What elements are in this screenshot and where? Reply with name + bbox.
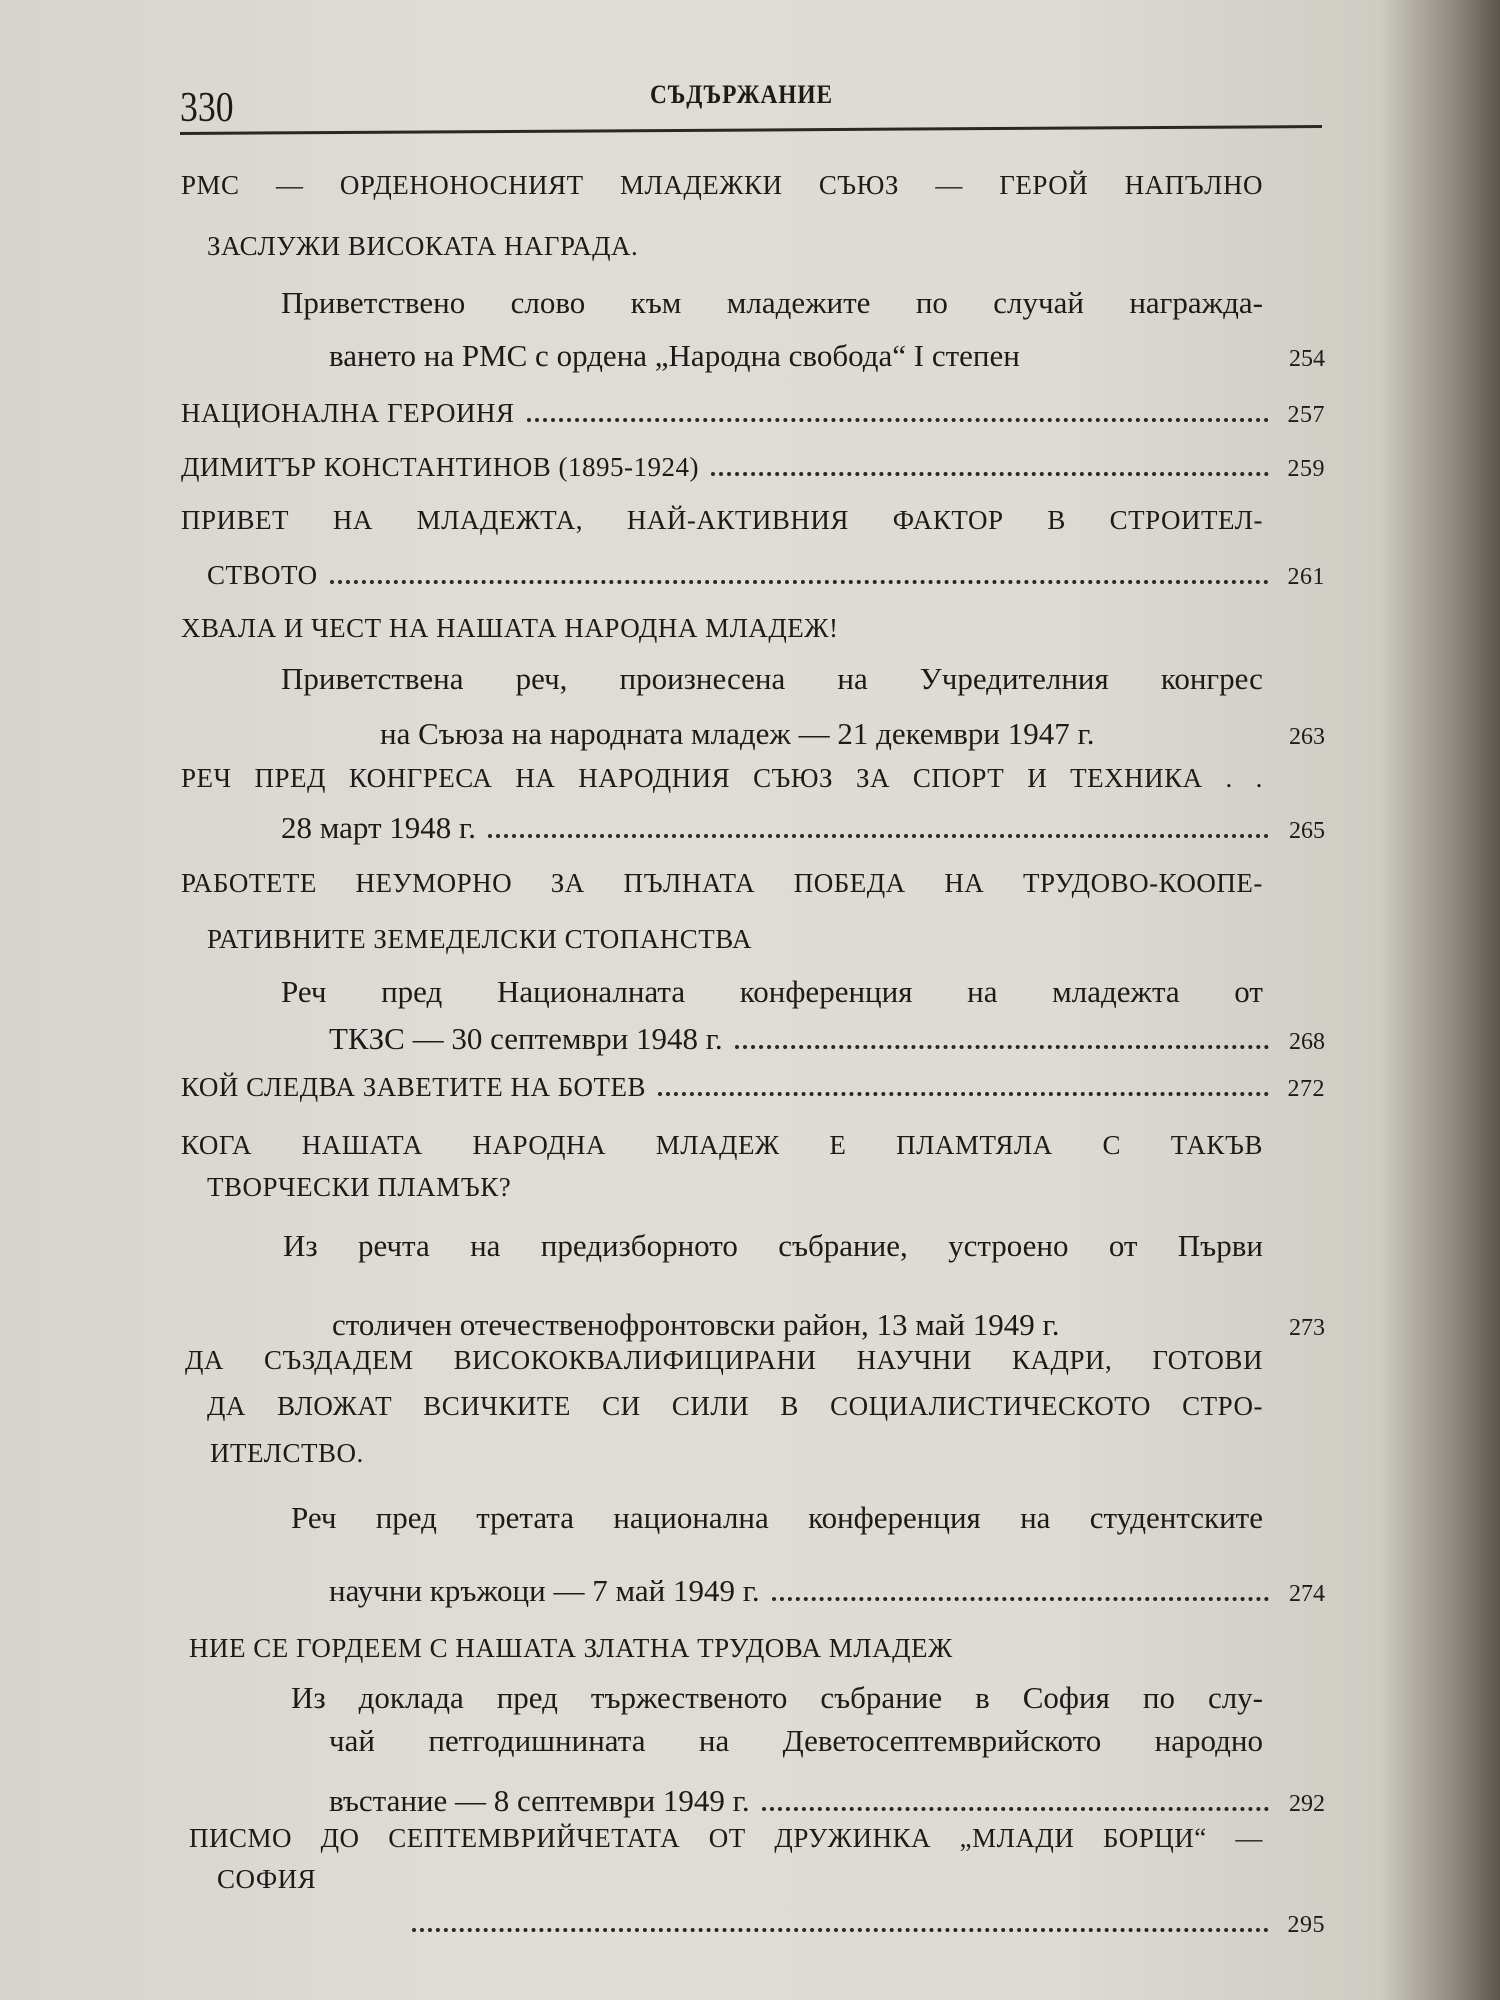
toc-text: РМС — ОРДЕНОНОСНИЯТ МЛАДЕЖКИ СЪЮЗ — ГЕРОЙ НАПЪЛНО — [181, 170, 1263, 200]
toc-entry — [281, 810, 1325, 846]
toc-line — [181, 170, 1263, 201]
page-number: 330 — [180, 85, 234, 131]
dot-leader — [527, 418, 1269, 422]
toc-text: Приветствена реч, произнесена на Учредителния конгрес — [281, 661, 1263, 696]
toc-entry — [332, 1307, 1325, 1343]
toc-entry — [400, 1912, 1325, 1939]
toc-line — [189, 1633, 1263, 1664]
toc-line — [207, 1391, 1263, 1422]
toc-line — [189, 1823, 1263, 1854]
toc-line — [283, 1228, 1263, 1264]
toc-entry — [329, 1021, 1325, 1057]
toc-text: СТВОТО — [207, 560, 318, 590]
toc-text: научни кръжоци — 7 май 1949 г. — [329, 1573, 760, 1608]
toc-text: чай петгодишнината на Деветосептемврийското народно — [329, 1723, 1263, 1758]
toc-text: ТКЗС — 30 септември 1948 г. — [329, 1021, 723, 1056]
toc-text: РАБОТЕТЕ НЕУМОРНО ЗА ПЪЛНАТА ПОБЕДА НА ТРУДОВО-КООПЕ- — [181, 868, 1263, 898]
dot-leader — [488, 834, 1269, 838]
page-ref: 268 — [1289, 1029, 1325, 1055]
toc-line — [207, 924, 1263, 955]
toc-entry — [329, 1783, 1325, 1819]
page-ref: 273 — [1289, 1315, 1325, 1341]
dot-leader — [772, 1597, 1269, 1601]
toc-line — [181, 763, 1263, 794]
page-ref: 272 — [1287, 1076, 1325, 1102]
page-ref: 259 — [1287, 456, 1325, 482]
toc-line — [210, 1438, 1263, 1469]
toc-entry — [329, 1573, 1325, 1609]
toc-line — [207, 231, 1263, 262]
toc-text: столичен отечественофронтовски район, 13 май 1949 г. — [332, 1307, 1060, 1342]
toc-line — [281, 974, 1263, 1010]
toc-text: ДИМИТЪР КОНСТАНТИНОВ (1895-1924) — [181, 452, 699, 482]
dot-leader — [762, 1807, 1269, 1811]
toc-text: ДА ВЛОЖАТ ВСИЧКИТЕ СИ СИЛИ В СОЦИАЛИСТИЧЕСКОТО СТРО- — [207, 1391, 1263, 1421]
toc-text: КОГА НАШАТА НАРОДНА МЛАДЕЖ Е ПЛАМТЯЛА С ТАКЪВ — [181, 1130, 1263, 1160]
toc-text: на Съюза на народната младеж — 21 декември 1947 г. — [380, 716, 1095, 751]
toc-text: НИЕ СЕ ГОРДЕЕМ С НАШАТА ЗЛАТНА ТРУДОВА МЛАДЕЖ — [189, 1633, 953, 1663]
page-ref: 257 — [1287, 402, 1325, 428]
toc-text: ДА СЪЗДАДЕМ ВИСОКОКВАЛИФИЦИРАНИ НАУЧНИ КАДРИ, ГОТОВИ — [185, 1345, 1263, 1375]
toc-line — [217, 1864, 1263, 1895]
toc-line — [207, 1172, 1263, 1203]
page-ref: 263 — [1289, 724, 1325, 750]
page-ref: 274 — [1289, 1581, 1325, 1607]
page-ref: 261 — [1287, 564, 1325, 590]
toc-entry — [329, 338, 1325, 374]
toc-line — [291, 1500, 1263, 1536]
toc-entry — [380, 716, 1325, 752]
running-title: СЪДЪРЖАНИЕ — [650, 80, 834, 109]
dot-leader — [711, 472, 1269, 476]
toc-text: СОФИЯ — [217, 1864, 317, 1894]
toc-text: ПРИВЕТ НА МЛАДЕЖТА, НАЙ-АКТИВНИЯ ФАКТОР В СТРОИТЕЛ- — [181, 505, 1263, 535]
toc-text: ТВОРЧЕСКИ ПЛАМЪК? — [207, 1172, 512, 1202]
toc-line — [181, 1130, 1263, 1161]
dot-leader — [658, 1092, 1269, 1096]
toc-text: Реч пред третата национална конференция на студентските — [291, 1500, 1263, 1535]
page-ref: 295 — [1287, 1912, 1325, 1938]
toc-text: ПИСМО ДО СЕПТЕМВРИЙЧЕТАТА ОТ ДРУЖИНКА „МЛАДИ БОРЦИ“ — — [189, 1823, 1263, 1853]
toc-text: ХВАЛА И ЧЕСТ НА НАШАТА НАРОДНА МЛАДЕЖ! — [181, 613, 839, 643]
toc-entry — [181, 398, 1325, 429]
toc-text: Реч пред Националната конференция на младежта от — [281, 974, 1263, 1009]
toc-text: КОЙ СЛЕДВА ЗАВЕТИТЕ НА БОТЕВ — [181, 1072, 647, 1102]
dot-leader — [412, 1928, 1269, 1932]
page-ref: 265 — [1289, 818, 1325, 844]
toc-line — [181, 505, 1263, 536]
toc-text: 28 март 1948 г. — [281, 810, 477, 845]
dot-leader — [735, 1045, 1269, 1049]
toc-text: ЗАСЛУЖИ ВИСОКАТА НАГРАДА. — [207, 231, 639, 261]
toc-line — [281, 285, 1263, 321]
toc-line — [291, 1680, 1263, 1716]
toc-entry — [181, 1072, 1325, 1103]
toc-line — [185, 1345, 1263, 1376]
toc-text: въстание — 8 септември 1949 г. — [329, 1783, 750, 1818]
toc-text: ИТЕЛСТВО. — [210, 1438, 364, 1468]
toc-text: Из речта на предизборното събрание, устроено от Първи — [283, 1228, 1263, 1263]
toc-entry — [207, 560, 1325, 591]
toc-entry — [181, 452, 1325, 483]
toc-line — [329, 1723, 1263, 1759]
toc-text: НАЦИОНАЛНА ГЕРОИНЯ — [181, 398, 515, 428]
dot-leader — [330, 580, 1269, 584]
toc-text: РАТИВНИТЕ ЗЕМЕДЕЛСКИ СТОПАНСТВА — [207, 924, 753, 954]
toc-line — [181, 613, 1263, 644]
toc-text: Из доклада пред тържественото събрание в София по слу- — [291, 1680, 1263, 1715]
toc-line — [281, 661, 1263, 697]
toc-text: ването на РМС с ордена „Народна свобода“ I степен — [329, 338, 1020, 373]
page-ref: 254 — [1289, 346, 1325, 372]
page-ref: 292 — [1289, 1791, 1325, 1817]
toc-line — [181, 868, 1263, 899]
toc-text: РЕЧ ПРЕД КОНГРЕСА НА НАРОДНИЯ СЪЮЗ ЗА СПОРТ И ТЕХНИКА . . — [181, 763, 1263, 793]
toc-text: Приветствено слово към младежите по случай награжда- — [281, 285, 1263, 320]
header-rule — [180, 125, 1322, 135]
